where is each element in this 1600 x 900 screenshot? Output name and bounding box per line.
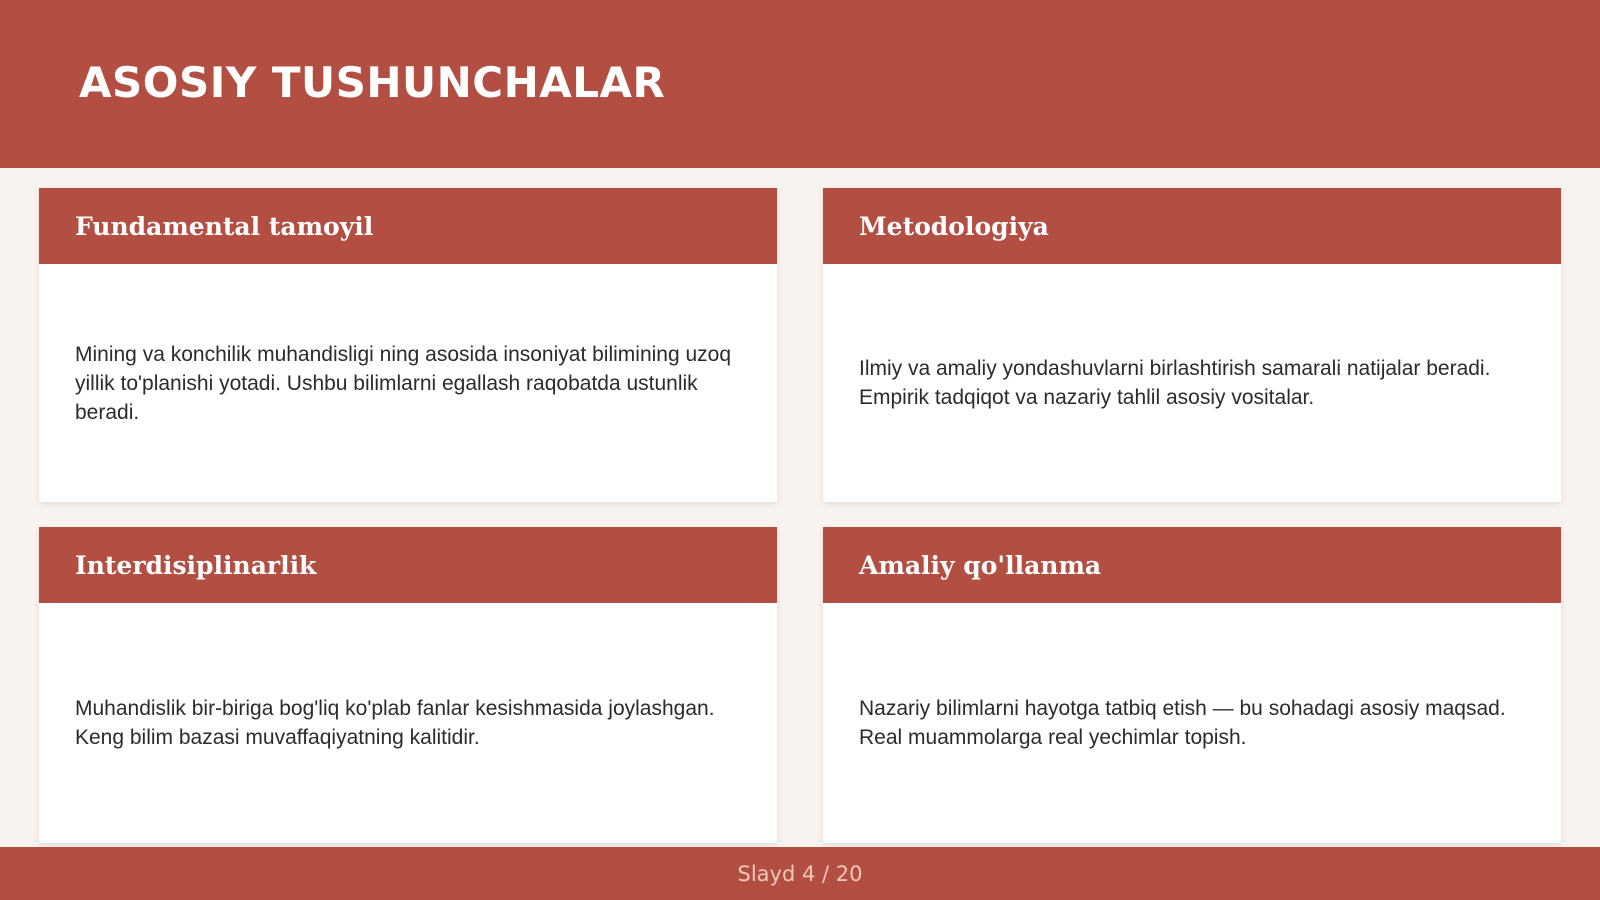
card-body [823,264,1561,502]
card-header [823,527,1561,603]
slide-title: ASOSIY TUSHUNCHALAR [79,58,666,107]
concept-card-fundamental [39,188,777,502]
card-header [823,188,1561,264]
card-header [39,527,777,603]
concept-card-methodology [823,188,1561,502]
card-body [39,264,777,502]
concept-card-practical [823,527,1561,843]
card-text: Ilmiy va amaliy yondashuvlarni birlashtirish samarali natijalar beradi. Empirik tadqiqot va nazariy tahlil asosiy vositalar. [859,357,1491,409]
card-title: Metodologiya [859,211,1049,241]
card-title: Interdisiplinarlik [75,550,317,580]
card-body [823,603,1561,843]
card-text: Nazariy bilimlarni hayotga tatbiq etish — bu sohadagi asosiy maqsad. Real muammolarga real yechimlar topish. [859,697,1506,749]
card-text: Mining va konchilik muhandisligi ning asosida insoniyat bilimining uzoq yillik to'planishi yotadi. Ushbu bilimlarni egallash raqobatda ustunlik beradi. [75,342,732,424]
card-title: Amaliy qo'llanma [859,550,1102,580]
header-bar [0,0,1600,168]
card-body [39,603,777,843]
card-title: Fundamental tamoyil [75,211,374,241]
slide-counter: Slayd 4 / 20 [737,861,863,886]
footer-bar [0,847,1600,900]
card-header [39,188,777,264]
card-text: Muhandislik bir-biriga bog'liq ko'plab fanlar kesishmasida joylashgan. Keng bilim bazasi muvaffaqiyatning kalitidir. [75,697,715,749]
concept-card-interdisciplinary [39,527,777,843]
